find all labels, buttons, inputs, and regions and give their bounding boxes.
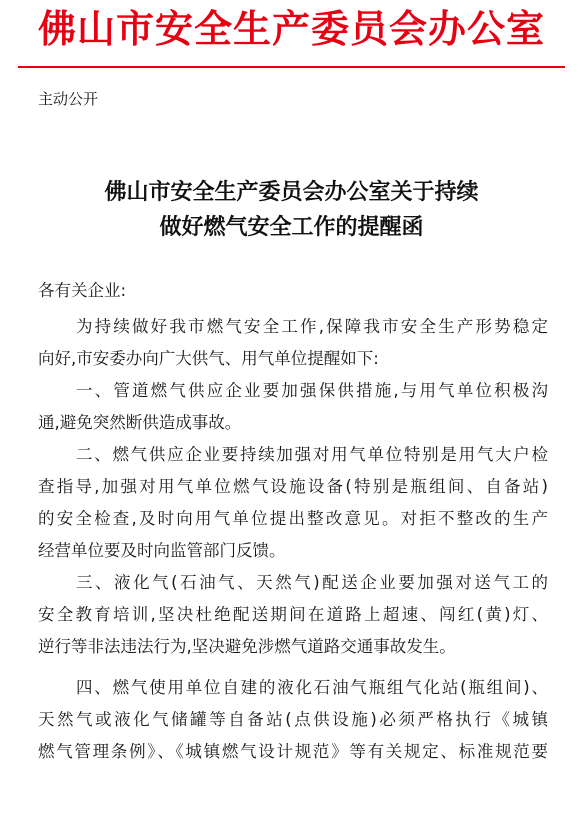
body-line: 燃气管理条例》、《城镇燃气设计规范》等有关规定、标准规范要: [38, 742, 548, 761]
document-title-line-1: 佛山市安全生产委员会办公室关于持续: [104, 179, 479, 205]
body-line: 查指导,加强对用气单位燃气设施设备(特别是瓶组间、自备站): [38, 477, 548, 496]
body-line: 的安全检查,及时向用气单位提出整改意见。对拒不整改的生产: [38, 509, 548, 528]
body-line: 三、液化气(石油气、天然气)配送企业要加强对送气工的: [76, 573, 548, 592]
red-header-rule: [18, 66, 565, 68]
body-line: 经营单位要及时向监管部门反馈。: [38, 541, 286, 560]
body-line: 通,避免突然断供造成事故。: [38, 413, 242, 432]
body-line: 一、管道燃气供应企业要加强保供措施,与用气单位积极沟: [76, 381, 548, 400]
salutation: 各有关企业:: [38, 281, 127, 300]
body-line: 二、燃气供应企业要持续加强对用气单位特别是用气大户检: [76, 445, 548, 464]
body-line: 向好,市安委办向广大供气、用气单位提醒如下:: [38, 349, 379, 368]
body-line: 天然气或液化气储罐等自备站(点供设施)必须严格执行《城镇: [38, 710, 548, 729]
document-title-line-2: 做好燃气安全工作的提醒函: [159, 214, 424, 240]
body-line: 逆行等非法违法行为,坚决避免涉燃气道路交通事故发生。: [38, 637, 456, 656]
body-line: 四、燃气使用单位自建的液化石油气瓶组气化站(瓶组间)、: [76, 678, 548, 697]
disclosure-label: 主动公开: [38, 90, 99, 108]
masthead-org-name: 佛山市安全生产委员会办公室: [37, 6, 545, 51]
body-line: 为持续做好我市燃气安全工作,保障我市安全生产形势稳定: [76, 317, 548, 336]
body-line: 安全教育培训,坚决杜绝配送期间在道路上超速、闯红(黄)灯、: [38, 605, 548, 624]
